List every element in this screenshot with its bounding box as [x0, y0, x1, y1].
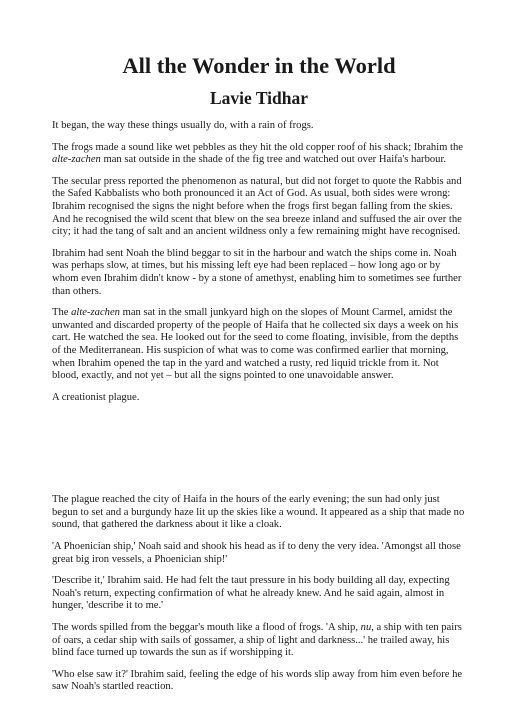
section-break: [52, 413, 466, 494]
story-title: All the Wonder in the World: [122, 53, 396, 78]
text-run: man sat outside in the shade of the fig tree and watched out over Haifa's harbour.: [100, 154, 447, 166]
paragraph-9: 'Describe it,' Ibrahim said. He had felt the taut pressure in his body building all day, expecting Noah's return, expecting confirmation of what he already knew. And he said again, almost in hunger, 'describe it to me.': [52, 575, 450, 612]
text-run: The words spilled from the beggar's mouth like a flood of frogs. 'A ship,: [52, 622, 361, 634]
paragraph-4: Ibrahim had sent Noah the blind beggar to sit in the harbour and watch the ships come in. Noah was perhaps slow, at times, but his missing left eye had been replaced – how long ago or by whom even Ibrahim didn't know - by a stone of amethyst, enabling him to sometimes see further than others.: [52, 247, 462, 297]
text-run: The frogs made a sound like wet pebbles as they hit the old copper roof of his shack; Ibrahim the: [52, 141, 463, 153]
paragraph-11: 'Who else saw it?' Ibrahim said, feeling the edge of his words slip away from him even before he saw Noah's startled reaction.: [52, 668, 463, 693]
paragraph-7: The plague reached the city of Haifa in the hours of the early evening; the sun had only just begun to set and a burgundy haze lit up the skies like a wound. It appeared as a ship that made no sound, that gathered the darkness about it like a cloak.: [52, 494, 465, 531]
text-run: The: [52, 307, 72, 319]
paragraph-6: A creationist plague.: [52, 391, 140, 403]
text-run: man sat in the small junkyard high on the slopes of Mount Carmel, amidst the unwanted and discarded property of the people of Haifa that he collected six days a week on his cart. He watched the sea. He looked out for the seed to come floating, invisible, from the depths of the Mediterranean. His suspicion of what was to come was confirmed earlier that morning, when Ibrahim opened the tap in the yard and watched a rusty, red liquid trickle from it. Not blood, exactly, and not yet – but all the signs pointed to one unavoidable answer.: [52, 307, 459, 382]
paragraph-3: The secular press reported the phenomenon as natural, but did not forget to quote the Rabbis and the Safed Kabbalists who both pronounced it an Act of God. As usual, both sides were wrong: Ibrahim recognised the signs the night before when the frogs first began falling from the skies. And he recognised the wild scent that blew on the sea breeze inland and suffused the air over the city; it had the tang of salt and an ancient wildness only a few remaining might have recognised.: [52, 175, 462, 238]
italic-run: nu: [360, 622, 372, 634]
paragraph-5: [52, 307, 466, 383]
paragraph-8: 'A Phoenician ship,' Noah said and shook his head as if to deny the very idea. 'Amongst all those great big iron vessels, a Phoenician ship!': [52, 541, 461, 565]
paragraph-2: [52, 142, 466, 167]
italic-run: alte-zachen: [71, 307, 120, 319]
paragraph-10: [52, 622, 466, 660]
story-author: Lavie Tidhar: [209, 88, 309, 108]
text-run: , a ship with ten pairs of oars, a cedar ship with sails of gossamer, a ship of light and darkness...' he trailed away, his blind face turned up towards the sun as if worshipping it.: [52, 622, 462, 659]
italic-run: alte-zachen: [52, 154, 101, 166]
paragraph-1: It began, the way these things usually do, with a rain of frogs.: [52, 120, 314, 131]
